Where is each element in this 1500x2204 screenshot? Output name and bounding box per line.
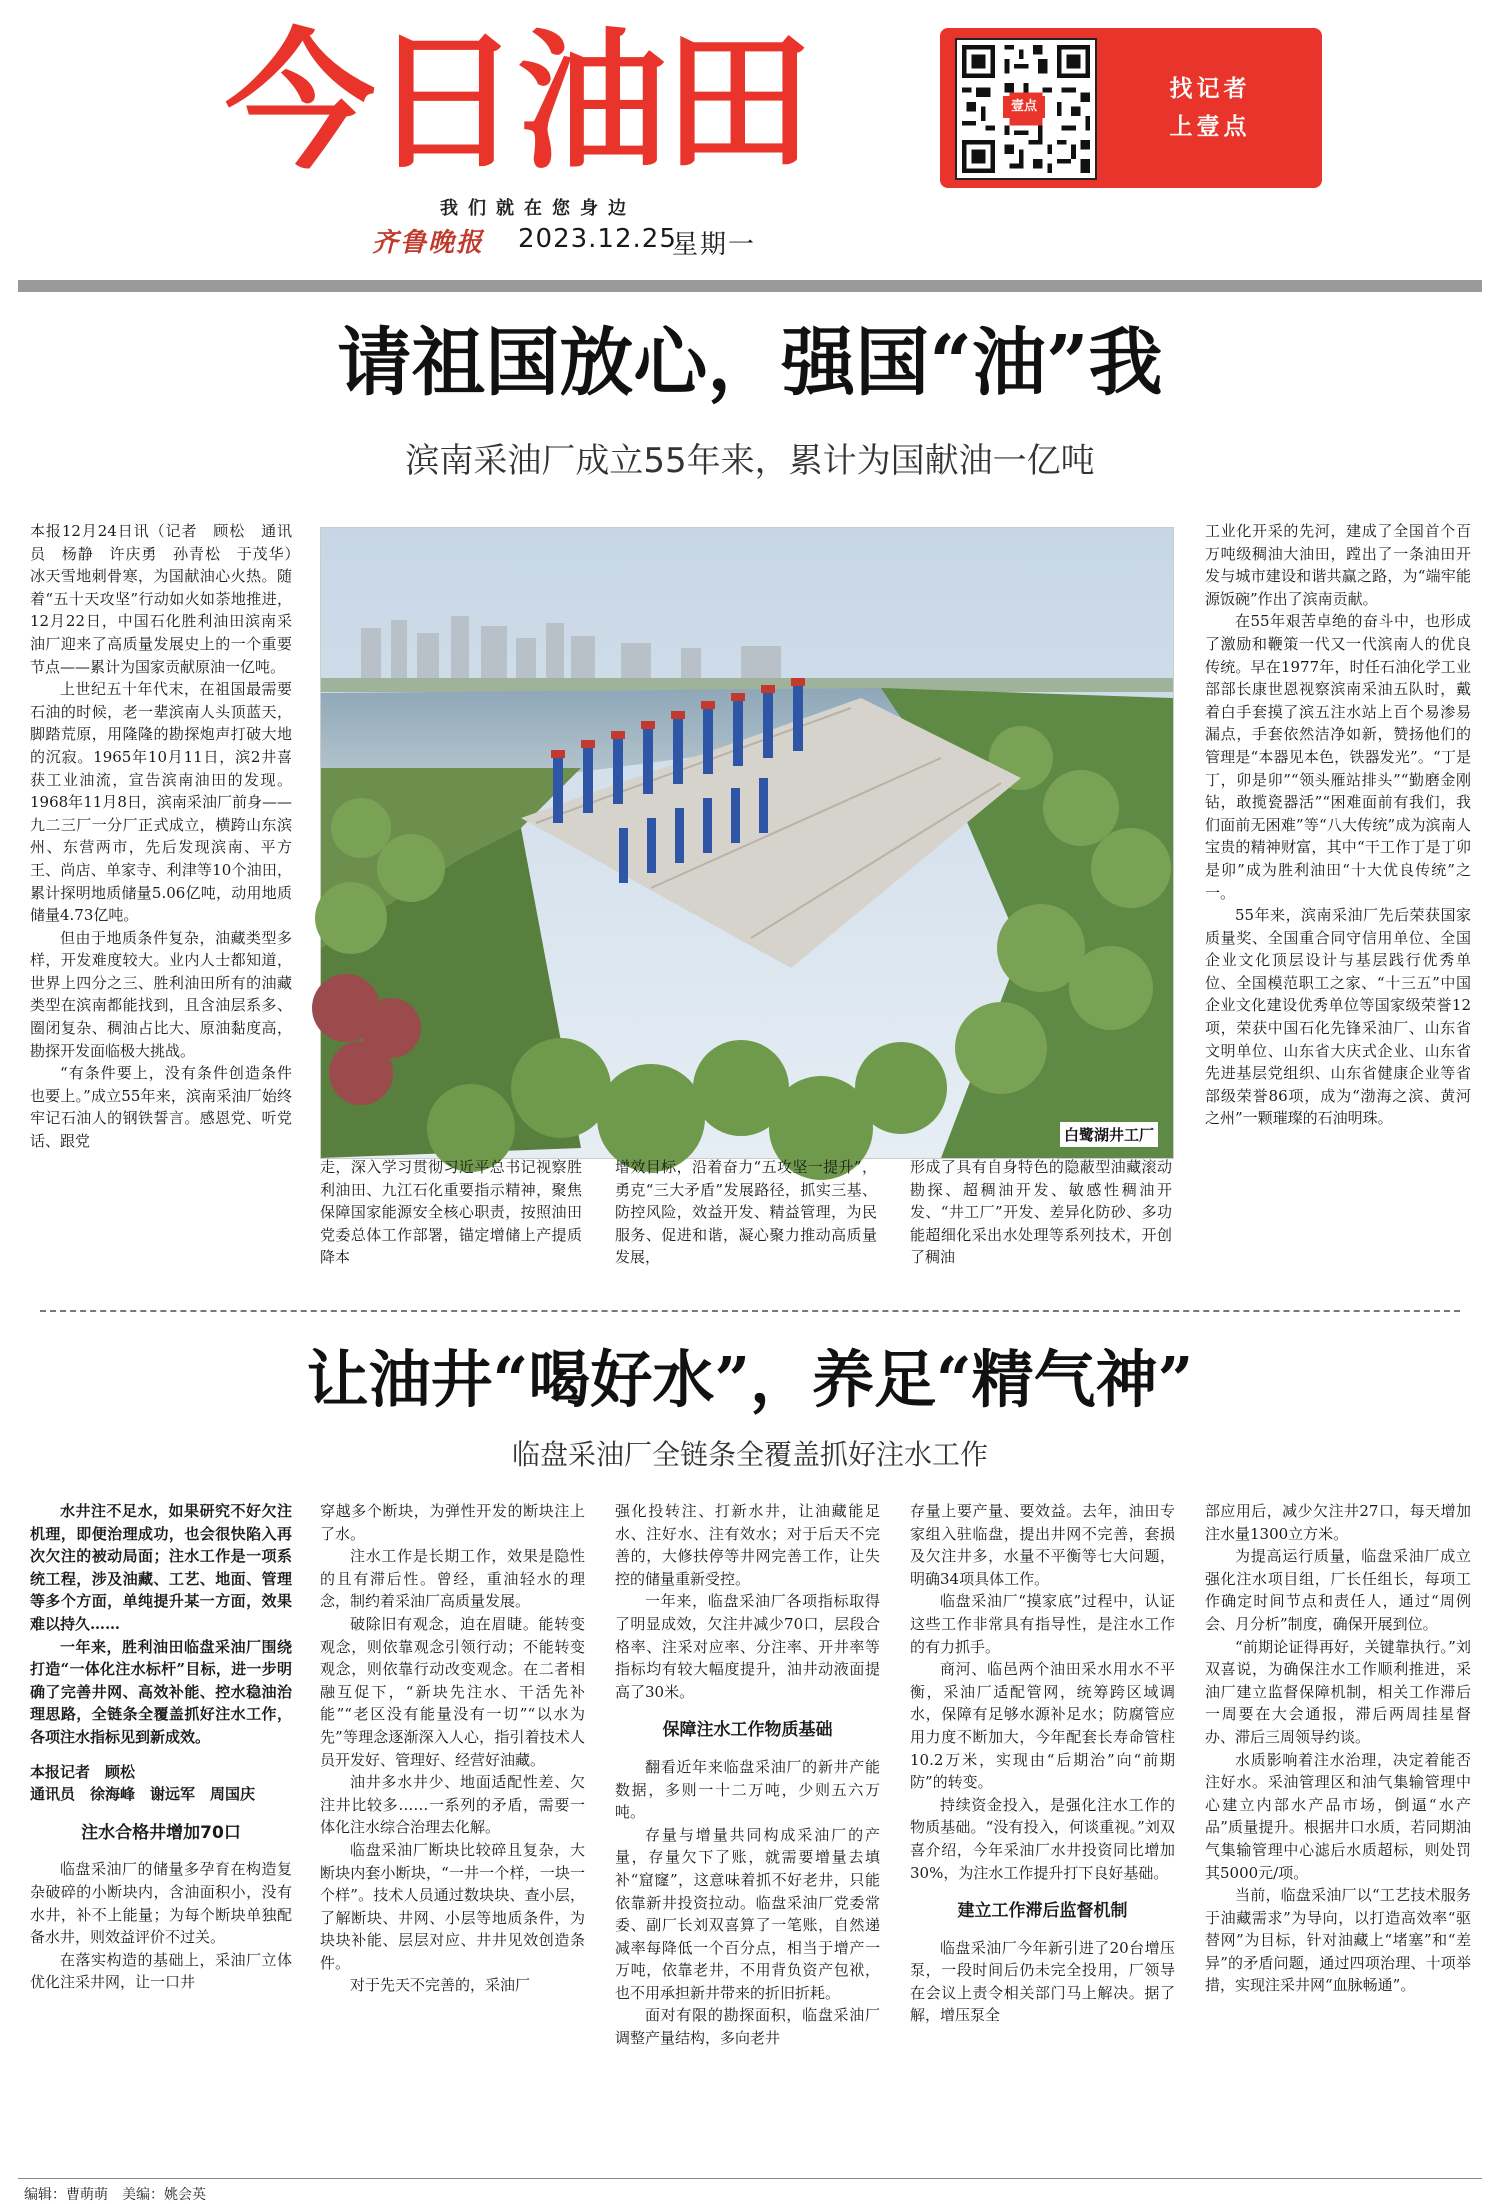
paragraph: 商河、临邑两个油田采水用水不平衡，采油厂适配管网，统筹跨区域调水，保障有足够水源补足水；防腐管应用力度不断加大，今年配套长寿命管柱10.2万米，实现由“后期治”向“前期防”的转变。 [910, 1660, 1175, 1792]
paragraph: 临盘采油厂的储量多孕育在构造复杂破碎的小断块内，含油面积小，没有水井，补不上能量；为每个断块单独配备水井，则效益评价不过关。 [30, 1860, 292, 1947]
article2-subtitle-2: 保障注水工作物质基础 [662, 1720, 833, 1741]
article1-column-3 [615, 1156, 877, 1268]
paragraph: 一年来，临盘采油厂各项指标取得了明显成效，欠注井减少70口，层段合格率、注采对应率、分注率、开井率等指标均有较大幅度提升，油井动液面提高了30米。 [615, 1592, 880, 1701]
paragraph: 翻看近年来临盘采油厂的新井产能数据，多则一十二万吨，少则五六万吨。 [615, 1757, 880, 1822]
issue-weekday: 星期一 [672, 230, 757, 260]
article2-subhead: 临盘采油厂全链条全覆盖抓好注水工作 [511, 1438, 988, 1471]
qr-label-line1: 找记者 [1169, 76, 1251, 102]
brand-logo: 齐鲁晚报 [372, 228, 485, 258]
section-divider [40, 1310, 1460, 1312]
paragraph: 部应用后，减少欠注井27口，每天增加注水量1300立方米。 [1205, 1502, 1471, 1543]
masthead-slogan: 我们就在您身边 [440, 198, 636, 219]
paragraph: 临盘采油厂断块比较碎且复杂，大断块内套小断块，“一井一个样，一块一个样”。技术人员通过数块块、查小层，了解断块、井网、小层等地质条件，为块块补能、层层对应、井井见效创造条件。 [320, 1840, 585, 1972]
paragraph: 面对有限的勘探面积，临盘采油厂调整产量结构，多向老井 [615, 2006, 880, 2048]
paragraph: 对于先天不完善的，采油厂 [350, 1976, 531, 1995]
photo-caption: 白鹭湖井工厂 [1060, 1122, 1158, 1147]
correspondent-credit: 通讯员 徐海峰 谢远军 周国庆 [30, 1785, 256, 1804]
footer-rule [18, 2178, 1482, 2179]
paragraph: 强化投转注、打新水井，让油藏能足水、注好水、注有效水；对于后天不完善的，大修扶停等井网完善工作，让失控的储量重新受控。 [615, 1502, 880, 1588]
paragraph: 上世纪五十年代末，在祖国最需要石油的时候，老一辈滨南人头顶蓝天，脚踏荒原，用隆隆的勘探炮声打破大地的沉寂。1965年10月11日，滨2井喜获工业油流，宣告滨南油田的发现。1968年11月8日，滨南采油厂前身——九二三厂一分厂正式成立，横跨山东滨州、东营两市，先后发现滨南、平方王、尚店、单家寺、利津等10个油田，累计探明地质储量5.06亿吨，动用地质储量4.73亿吨。 [30, 680, 292, 925]
article2-column-5 [1205, 1500, 1471, 2172]
paragraph: 形成了具有自身特色的隐蔽型油藏滚动勘探、超稠油开发、敏感性稠油开发、“井工厂”开发、差异化防砂、多功能超细化采出水处理等系列技术，开创了稠油 [910, 1158, 1172, 1267]
oil-field-photo [320, 527, 1174, 1159]
article2-subtitle-1: 注水合格井增加70口 [81, 1822, 241, 1843]
paragraph: 临盘采油厂“摸家底”过程中，认证这些工作非常具有指导性，是注水工作的有力抓手。 [910, 1592, 1175, 1656]
issue-date: 2023.12.25 [518, 224, 677, 254]
article1-column-2 [320, 1156, 582, 1268]
paragraph: 在55年艰苦卓绝的奋斗中，也形成了激励和鞭策一代又一代滨南人的优良传统。早在1977年，时任石油化学工业部部长康世恩视察滨南采油五队时，戴着白手套摸了滨五注水站上百个易渗易漏点，手套依然洁净如新，赞扬他们的管理是“本器见本色，铁器发光”。“丁是丁，卯是卯”“领头雁站排头”“勤磨金刚钻，敢揽瓷器活”“困难面前有我们，我们面前无困难”等“八大传统”成为滨南人宝贵的精神财富，其中“干工作丁是丁卯是卯”成为胜利油田“十大优良传统”之一。 [1205, 612, 1471, 902]
article1-column-4 [910, 1156, 1172, 1268]
paragraph: 穿越多个断块，为弹性开发的断块注上了水。 [320, 1502, 585, 1543]
article1-column-5 [1205, 520, 1471, 1268]
paragraph: “有条件要上，没有条件创造条件也要上。”成立55年来，滨南采油厂始终牢记石油人的钢铁誓言。感恩党、听党话、跟党 [30, 1064, 292, 1151]
article2-column-1 [30, 1500, 292, 2172]
article1-subhead: 滨南采油厂成立55年来，累计为国献油一亿吨 [405, 441, 1095, 481]
paragraph: 工业化开采的先河，建成了全国首个百万吨级稠油大油田，蹚出了一条油田开发与城市建设和谐共赢之路，为“端牢能源饭碗”作出了滨南贡献。 [1205, 522, 1471, 608]
qr-label-line2: 上壹点 [1169, 114, 1251, 140]
paragraph: 但由于地质条件复杂，油藏类型多样，开发难度较大。业内人士都知道，世界上四分之三、胜利油田所有的油藏类型在滨南都能找到，且含油层系多、圈闭复杂、稠油占比大、原油黏度高，勘探开发面临极大挑战。 [30, 928, 292, 1060]
article2-lead: 一年来，胜利油田临盘采油厂围绕打造“一体化注水标杆”目标，进一步明确了完善井网、高效补能、控水稳油治理思路，全链条全覆盖抓好注水工作，各项注水指标见到新成效。 [30, 1637, 292, 1746]
paragraph: 破除旧有观念，迫在眉睫。能转变观念，则依靠观念引领行动；不能转变观念，则依靠行动改变观念。在二者相融互促下，“新块先注水、干活先补能”“老区没有能量没有一切”“以水为先”等理念逐渐深入人心，指引着技术人员开发好、管理好、经营好油藏。 [320, 1614, 585, 1769]
paragraph: 注水工作是长期工作，效果是隐性的且有滞后性。曾经，重油轻水的理念，制约着采油厂高质量发展。 [320, 1547, 585, 1611]
paragraph: 存量上要产量、要效益。去年，油田专家组入驻临盘，提出井网不完善，套损及欠注井多，水量不平衡等七大问题，明确34项具体工作。 [910, 1502, 1175, 1588]
qr-center-logo: 壹点 [1003, 96, 1045, 118]
paragraph: “前期论证得再好，关键靠执行。”刘双喜说，为确保注水工作顺利推进，采油厂建立监督保障机制，相关工作滞后一周要在大会通报，滞后两周挂星督办、滞后三周领导约谈。 [1205, 1637, 1471, 1746]
paragraph: 临盘采油厂今年新引进了20台增压泵，一段时间后仍未完全投用，厂领导在会议上责令相关部门马上解决。据了解，增压泵全 [910, 1938, 1175, 2025]
paragraph: 水质影响着注水治理，决定着能否注好水。采油管理区和油气集输管理中心建立内部水产品市场，倒逼“水产品”质量提升。根据井口水质，若同期油气集输管理中心滤后水质超标，则处罚其5000元/项。 [1205, 1750, 1471, 1882]
paragraph: 为提高运行质量，临盘采油厂成立强化注水项目组，厂长任组长，每项工作确定时间节点和责任人，通过“周例会、月分析”制度，确保开展到位。 [1205, 1547, 1471, 1633]
paragraph: 油井多水井少、地面适配性差、欠注井比较多……一系列的矛盾，需要一体化注水综合治理去化解。 [320, 1773, 585, 1837]
paragraph: 走，深入学习贯彻习近平总书记视察胜利油田、九江石化重要指示精神，聚焦保障国家能源安全核心职责，按照油田党委总体工作部署，锚定增储上产提质降本 [320, 1158, 582, 1267]
masthead-rule [18, 280, 1482, 292]
editor-credit: 编辑：曹萌萌 美编：姚会英 [24, 2187, 206, 2203]
paragraph: 持续资金投入，是强化注水工作的物质基础。“没有投入，何谈重视。”刘双喜介绍，今年采油厂水井投资同比增加30%，为注水工作提升打下良好基础。 [910, 1795, 1175, 1882]
article2-column-3 [615, 1500, 880, 2172]
article2-column-2 [320, 1500, 585, 2172]
article2-column-4 [910, 1500, 1175, 2172]
article1-lead: 本报12月24日讯（记者 顾松 通讯员 杨静 许庆勇 孙青松 于茂华） 冰天雪地刺骨寒，为国献油心火热。随着“五十天攻坚”行动如火如荼地推进，12月22日，中国石化胜利油田滨南采油厂迎来了高质量发展史上的一个重要节点——累计为国家贡献原油一亿吨。 [30, 522, 308, 676]
paragraph: 当前，临盘采油厂以“工艺技术服务于油藏需求”为导向，以打造高效率“驱替网”为目标，针对油藏上“堵塞”和“差异”的矛盾问题，通过四项治理、十项举措，实现注采井网“血脉畅通”。 [1205, 1886, 1471, 1995]
article2-lead: 水井注不足水，如果研究不好欠注机理，即便治理成功，也会很快陷入再次欠注的被动局面；注水工作是一项系统工程，涉及油藏、工艺、地面、管理等多个方面，单纯提升某一方面，效果难以持久…… [30, 1502, 292, 1633]
qr-label [1110, 70, 1310, 146]
paragraph: 增效目标，沿着奋力“五攻坚一提升”，勇克“三大矛盾”发展路径，抓实三基、防控风险，效益开发、精益管理，为民服务、促进和谐，凝心聚力推动高质量发展， [615, 1158, 877, 1267]
masthead-title: 今日油田 [225, 16, 810, 190]
paragraph: 存量与增量共同构成采油厂的产量，存量欠下了账，就需要增量去填补“窟窿”，这意味着抓不好老井，只能依靠新井投资拉动。临盘采油厂党委常委、副厂长刘双喜算了一笔账，自然递减率每降低一个百分点，相当于增产一万吨，依靠老井，不用背负资产包袱，也不用承担新井带来的折旧折耗。 [615, 1825, 880, 2002]
reporter-credit: 本报记者 顾松 [30, 1762, 136, 1781]
paragraph: 在落实构造的基础上，采油厂立体优化注采井网，让一口井 [30, 1950, 292, 1992]
article2-subtitle-3: 建立工作滞后监督机制 [957, 1901, 1128, 1922]
paragraph: 55年来，滨南采油厂先后荣获国家质量奖、全国重合同守信用单位、全国企业文化顶层设计与基层践行优秀单位、全国模范职工之家、“十三五”中国企业文化建设优秀单位等国家级荣誉12项，荣获中国石化先锋采油厂、山东省文明单位、山东省大庆式企业、山东省先进基层党组织、山东省健康企业等省部级荣誉86项，成为“渤海之滨、黄河之州”一颗璀璨的石油明珠。 [1205, 906, 1471, 1128]
article2-headline: 让油井“喝好水”，养足“精气神” [306, 1343, 1194, 1416]
article1-headline: 请祖国放心，强国“油”我 [337, 320, 1163, 406]
article1-column-1 [30, 520, 308, 1268]
